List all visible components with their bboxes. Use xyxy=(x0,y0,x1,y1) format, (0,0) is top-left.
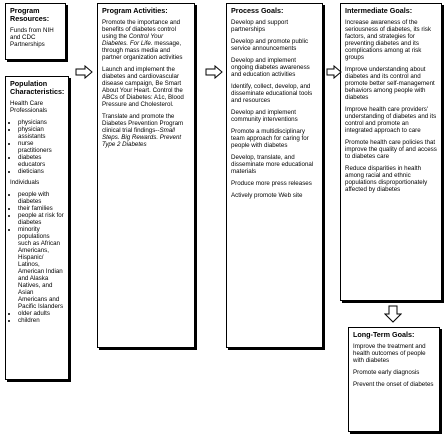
process-goals-title: Process Goals: xyxy=(231,6,284,15)
intermediate-to-long-term-arrow-icon xyxy=(384,305,402,323)
activity-item: Translate and promote the Diabetes Prevention Program clinical trial findings--Small Steps. Big Rewards. Prevent Type 2 Diabetes xyxy=(102,113,184,148)
program-resources-title: Program Resources: xyxy=(10,6,50,23)
long-term-goals-box xyxy=(348,327,440,432)
activity-item: Promote the importance and benefits of diabetes control using the Control Your Diabetes. For Life. message, through mass media and partner organization activities xyxy=(102,19,183,61)
long-term-goals-title: Long-Term Goals: xyxy=(353,330,415,339)
process-goal-item: Develop and implement ongoing diabetes awareness and education activities xyxy=(231,57,310,78)
health-care-professionals-label: Health Care Professionals xyxy=(10,100,48,114)
list-item: • people at risk for diabetes xyxy=(18,212,64,226)
list-item: • children xyxy=(18,317,64,324)
individuals-list xyxy=(10,191,64,324)
program-resources-box xyxy=(5,3,66,60)
list-item: • dieticians xyxy=(18,168,64,175)
long-term-goal-item: Prevent the onset of diabetes xyxy=(353,381,434,388)
list-item: • people with diabetes xyxy=(18,191,64,205)
activity-item: Launch and implement the diabetes and cardiovascular disease campaign, Be Smart About Your Heart. Control the ABCs of Diabetes: A1c, Blood Pressure and Cholesterol. xyxy=(102,66,184,108)
list-item: • physician assistants xyxy=(18,126,64,140)
list-item: • their families xyxy=(18,205,64,212)
individuals-label: Individuals xyxy=(10,179,40,186)
program-activities-box xyxy=(97,3,195,348)
process-goal-item: Produce more press releases xyxy=(231,180,312,187)
long-term-goal-item: Improve the treatment and health outcomes of people with diabetes xyxy=(353,343,426,364)
population-characteristics-box xyxy=(5,76,69,380)
program-activities-title: Program Activities: xyxy=(102,6,168,15)
process-to-intermediate-arrow-icon xyxy=(326,65,342,79)
process-goal-item: Promote a multidisciplinary team approach for caring for people with diabetes xyxy=(231,128,309,149)
program-resources-text: Funds from NIH and CDC Partnerships xyxy=(10,27,54,48)
process-goal-item: Develop, translate, and disseminate more educational materials xyxy=(231,154,314,175)
process-goal-item: Develop and support partnerships xyxy=(231,19,289,33)
process-goal-item: Identify, collect, develop, and disseminate educational tools and resources xyxy=(231,83,313,104)
intermediate-goals-title: Intermediate Goals: xyxy=(345,6,413,15)
process-goal-item: Actively promote Web site xyxy=(231,192,303,199)
list-item: • physicians xyxy=(18,119,64,126)
intermediate-goal-item: Improve understanding about diabetes and its control and promote better self-management behaviors among people with diabetes xyxy=(345,66,435,101)
population-characteristics-title: Population Characteristics: xyxy=(10,79,65,96)
list-item: • nurse practitioners xyxy=(18,140,64,154)
resources-to-activities-arrow-icon xyxy=(75,65,93,79)
health-care-professionals-list xyxy=(10,119,64,175)
process-goal-item: Develop and promote public service announcements xyxy=(231,38,309,52)
list-item: • diabetes educators xyxy=(18,154,64,168)
intermediate-goal-item: Promote health care policies that improve the quality of and access to diabetes care xyxy=(345,139,437,160)
intermediate-goal-item: Improve health care providers' understanding of diabetes and its control and promote an integrated approach to care xyxy=(345,106,437,134)
process-goal-item: Develop and implement community interventions xyxy=(231,109,298,123)
intermediate-goal-item: Increase awareness of the seriousness of diabetes, its risk factors, and strategies for preventing diabetes and its complications among at risk groups xyxy=(345,19,431,61)
process-goals-box xyxy=(226,3,323,348)
intermediate-goals-box xyxy=(340,3,442,301)
list-item: • older adults xyxy=(18,310,64,317)
intermediate-goal-item: Reduce disparities in health among racial and ethnic populations disproportionately affected by diabetes xyxy=(345,165,428,193)
list-item: • minority populations such as African Americans, Hispanic/ Latinos, American Indian and Alaska Natives, and Asian Americans and Pacific Islanders xyxy=(18,226,64,310)
long-term-goal-item: Promote early diagnosis xyxy=(353,369,420,376)
activities-to-process-arrow-icon xyxy=(205,65,223,79)
